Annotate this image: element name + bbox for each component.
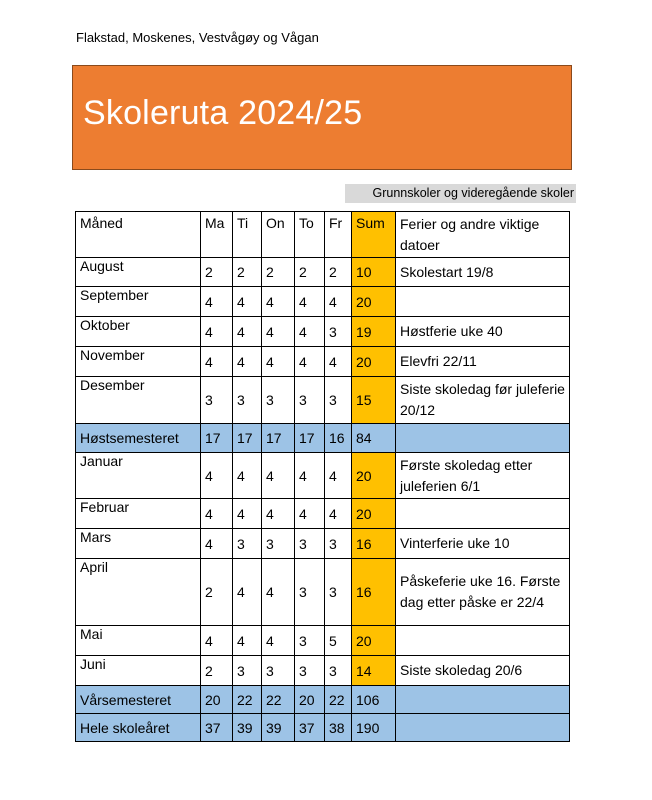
on-cell: 4 [262, 499, 295, 529]
sum-cell: 10 [352, 258, 396, 287]
page-title: Skoleruta 2024/25 [83, 94, 363, 132]
column-header-sum: Sum [352, 212, 396, 258]
on-cell: 3 [262, 529, 295, 559]
on-cell: 4 [262, 626, 295, 656]
ti-cell: 3 [233, 529, 262, 559]
fr-cell: 4 [325, 453, 352, 499]
fr-cell: 4 [325, 347, 352, 377]
month-cell: August [76, 258, 201, 287]
month-cell: Mai [76, 626, 201, 656]
on-cell: 4 [262, 453, 295, 499]
ma-cell: 4 [201, 453, 233, 499]
month-cell: Høstsemesteret [76, 424, 201, 453]
ma-cell: 4 [201, 499, 233, 529]
fr-cell: 3 [325, 529, 352, 559]
table-row [76, 499, 570, 529]
note-cell [396, 499, 570, 529]
sum-cell: 19 [352, 317, 396, 347]
table-row [76, 626, 570, 656]
fr-cell: 38 [325, 714, 352, 742]
ma-cell: 3 [201, 377, 233, 424]
sum-cell: 190 [352, 714, 396, 742]
month-cell: Juni [76, 656, 201, 686]
fr-cell: 3 [325, 377, 352, 424]
sum-cell: 106 [352, 686, 396, 714]
sum-cell: 20 [352, 347, 396, 377]
on-cell: 3 [262, 377, 295, 424]
table-row [76, 529, 570, 559]
month-cell: April [76, 559, 201, 626]
column-header-ma: Ma [201, 212, 233, 258]
note-cell [396, 424, 570, 453]
table-row [76, 453, 570, 499]
sum-cell: 20 [352, 499, 396, 529]
sum-cell: 14 [352, 656, 396, 686]
to-cell: 4 [295, 453, 325, 499]
to-cell: 2 [295, 258, 325, 287]
note-cell [396, 626, 570, 656]
column-header-notes: Ferier og andre viktige datoer [396, 212, 570, 258]
note-cell: Høstferie uke 40 [396, 317, 570, 347]
on-cell: 17 [262, 424, 295, 453]
to-cell: 37 [295, 714, 325, 742]
to-cell: 3 [295, 559, 325, 626]
note-cell: Siste skoledag 20/6 [396, 656, 570, 686]
month-cell: September [76, 287, 201, 317]
on-cell: 22 [262, 686, 295, 714]
table-row [76, 258, 570, 287]
ti-cell: 3 [233, 377, 262, 424]
fr-cell: 16 [325, 424, 352, 453]
to-cell: 20 [295, 686, 325, 714]
table-row [76, 347, 570, 377]
fr-cell: 2 [325, 258, 352, 287]
ma-cell: 20 [201, 686, 233, 714]
summary-row [76, 714, 570, 742]
ma-cell: 2 [201, 656, 233, 686]
ti-cell: 4 [233, 453, 262, 499]
ma-cell: 2 [201, 559, 233, 626]
ti-cell: 3 [233, 656, 262, 686]
ti-cell: 4 [233, 626, 262, 656]
ma-cell: 4 [201, 626, 233, 656]
ma-cell: 37 [201, 714, 233, 742]
on-cell: 2 [262, 258, 295, 287]
note-cell [396, 714, 570, 742]
on-cell: 4 [262, 347, 295, 377]
month-cell: Vårsemesteret [76, 686, 201, 714]
ti-cell: 39 [233, 714, 262, 742]
month-cell: Mars [76, 529, 201, 559]
fr-cell: 4 [325, 499, 352, 529]
ti-cell: 4 [233, 287, 262, 317]
ti-cell: 22 [233, 686, 262, 714]
note-cell [396, 686, 570, 714]
school-calendar-table [75, 211, 570, 742]
note-cell: Elevfri 22/11 [396, 347, 570, 377]
subtitle-label: Grunnskoler og videregående skoler [345, 184, 576, 203]
on-cell: 3 [262, 656, 295, 686]
fr-cell: 3 [325, 559, 352, 626]
month-cell: Desember [76, 377, 201, 424]
column-header-to: To [295, 212, 325, 258]
fr-cell: 4 [325, 287, 352, 317]
column-header-month: Måned [76, 212, 201, 258]
to-cell: 3 [295, 626, 325, 656]
ma-cell: 2 [201, 258, 233, 287]
title-banner [72, 65, 572, 170]
fr-cell: 3 [325, 317, 352, 347]
ti-cell: 4 [233, 499, 262, 529]
column-header-ti: Ti [233, 212, 262, 258]
on-cell: 4 [262, 317, 295, 347]
to-cell: 4 [295, 317, 325, 347]
ti-cell: 2 [233, 258, 262, 287]
month-cell: Oktober [76, 317, 201, 347]
ti-cell: 4 [233, 317, 262, 347]
on-cell: 4 [262, 559, 295, 626]
month-cell: Februar [76, 499, 201, 529]
to-cell: 3 [295, 377, 325, 424]
fr-cell: 22 [325, 686, 352, 714]
sum-cell: 15 [352, 377, 396, 424]
to-cell: 3 [295, 529, 325, 559]
note-cell [396, 287, 570, 317]
ti-cell: 17 [233, 424, 262, 453]
on-cell: 4 [262, 287, 295, 317]
to-cell: 17 [295, 424, 325, 453]
ma-cell: 17 [201, 424, 233, 453]
note-cell: Vinterferie uke 10 [396, 529, 570, 559]
summary-row [76, 686, 570, 714]
sum-cell: 84 [352, 424, 396, 453]
note-cell: Påskeferie uke 16. Første dag etter påske er 22/4 [396, 559, 570, 626]
table-header-row [76, 212, 570, 258]
fr-cell: 3 [325, 656, 352, 686]
to-cell: 4 [295, 347, 325, 377]
table-row [76, 559, 570, 626]
ma-cell: 4 [201, 287, 233, 317]
sum-cell: 20 [352, 626, 396, 656]
sum-cell: 20 [352, 287, 396, 317]
on-cell: 39 [262, 714, 295, 742]
sum-cell: 20 [352, 453, 396, 499]
ma-cell: 4 [201, 529, 233, 559]
ti-cell: 4 [233, 347, 262, 377]
municipalities-header: Flakstad, Moskenes, Vestvågøy og Vågan [76, 30, 319, 45]
ma-cell: 4 [201, 317, 233, 347]
summary-row [76, 424, 570, 453]
ti-cell: 4 [233, 559, 262, 626]
note-cell: Første skoledag etter juleferien 6/1 [396, 453, 570, 499]
table-row [76, 377, 570, 424]
month-cell: Januar [76, 453, 201, 499]
table-row [76, 287, 570, 317]
to-cell: 4 [295, 499, 325, 529]
sum-cell: 16 [352, 559, 396, 626]
column-header-on: On [262, 212, 295, 258]
note-cell: Siste skoledag før juleferie 20/12 [396, 377, 570, 424]
ma-cell: 4 [201, 347, 233, 377]
fr-cell: 5 [325, 626, 352, 656]
table-row [76, 317, 570, 347]
note-cell: Skolestart 19/8 [396, 258, 570, 287]
month-cell: Hele skoleåret [76, 714, 201, 742]
month-cell: November [76, 347, 201, 377]
sum-cell: 16 [352, 529, 396, 559]
column-header-fr: Fr [325, 212, 352, 258]
to-cell: 3 [295, 656, 325, 686]
to-cell: 4 [295, 287, 325, 317]
table-row [76, 656, 570, 686]
